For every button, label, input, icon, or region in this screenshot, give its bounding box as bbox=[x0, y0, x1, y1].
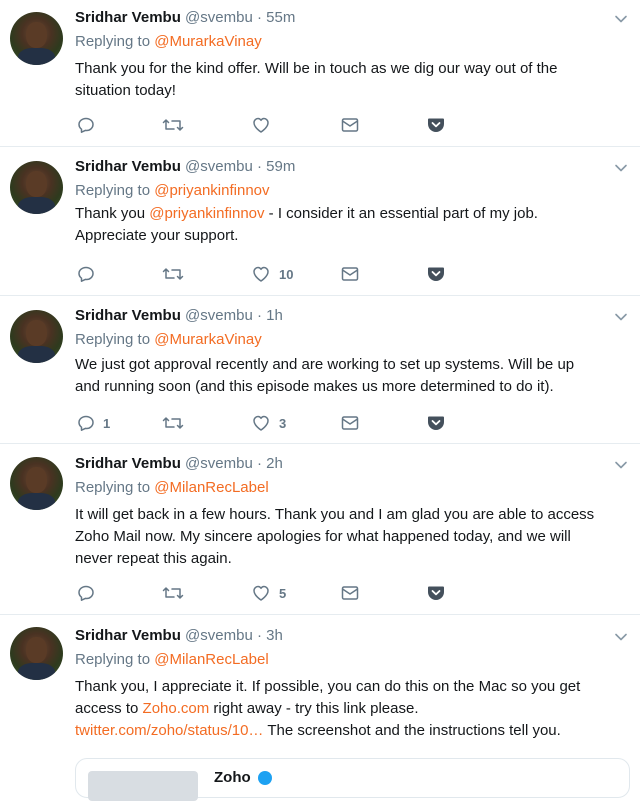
tweet-actions bbox=[75, 412, 475, 434]
chevron-down-icon[interactable] bbox=[614, 630, 628, 644]
chevron-down-icon[interactable] bbox=[614, 161, 628, 175]
replying-prefix: Replying to bbox=[75, 182, 155, 199]
dm-icon bbox=[341, 266, 359, 282]
reply-button[interactable] bbox=[77, 114, 103, 136]
quoted-tweet-thumbnail bbox=[88, 771, 198, 801]
timestamp[interactable]: 1h bbox=[266, 307, 283, 324]
timestamp[interactable]: 59m bbox=[266, 158, 296, 175]
reply-icon bbox=[77, 116, 95, 134]
pocket-icon bbox=[427, 117, 445, 133]
tweet[interactable] bbox=[0, 0, 640, 147]
inline-mention[interactable]: @priyankinfinnov bbox=[149, 205, 265, 222]
retweet-button[interactable] bbox=[162, 412, 192, 434]
replying-mention[interactable]: @MurarkaVinay bbox=[154, 331, 262, 348]
tweet-header bbox=[75, 0, 600, 28]
avatar[interactable] bbox=[10, 12, 63, 65]
timestamp[interactable]: 55m bbox=[266, 9, 296, 26]
tweet-header bbox=[75, 147, 600, 177]
verified-badge-icon bbox=[258, 771, 272, 785]
quoted-tweet-card[interactable] bbox=[75, 758, 630, 798]
author-name[interactable]: Sridhar Vembu bbox=[75, 627, 181, 644]
replying-prefix: Replying to bbox=[75, 479, 155, 496]
tweet[interactable] bbox=[0, 147, 640, 296]
tweet-text bbox=[75, 676, 600, 742]
author-handle[interactable]: @svembu bbox=[185, 307, 253, 324]
replying-mention[interactable]: @MurarkaVinay bbox=[154, 33, 262, 50]
author-name[interactable]: Sridhar Vembu bbox=[75, 307, 181, 324]
separator-dot: · bbox=[256, 9, 262, 26]
tweet[interactable] bbox=[0, 444, 640, 615]
replying-to bbox=[75, 330, 600, 350]
like-count: 10 bbox=[279, 266, 294, 282]
replying-mention[interactable]: @MilanRecLabel bbox=[154, 651, 269, 668]
tweet-text: It will get back in a few hours. Thank you and I am glad you are able to access Zoho Mail now. My sincere apologies for what happened today, and we will never repeat this again. bbox=[75, 506, 595, 567]
tweet-text-part: Thank you bbox=[75, 205, 150, 222]
replying-to bbox=[75, 478, 600, 498]
tweet[interactable] bbox=[0, 615, 640, 777]
replying-mention[interactable]: @MilanRecLabel bbox=[154, 479, 269, 496]
retweet-button[interactable] bbox=[162, 582, 192, 604]
separator-dot: · bbox=[256, 627, 262, 644]
dm-icon bbox=[341, 415, 359, 431]
reply-button[interactable] bbox=[77, 412, 110, 434]
tweet-text-part: right away - try this link please. bbox=[209, 700, 419, 717]
like-button[interactable] bbox=[251, 263, 293, 285]
replying-to bbox=[75, 181, 600, 201]
pocket-icon bbox=[427, 415, 445, 431]
like-count: 3 bbox=[279, 415, 287, 431]
author-handle[interactable]: @svembu bbox=[185, 455, 253, 472]
like-icon bbox=[251, 116, 271, 134]
reply-icon bbox=[77, 414, 95, 432]
retweet-icon bbox=[162, 584, 184, 602]
separator-dot: · bbox=[256, 158, 262, 175]
chevron-down-icon[interactable] bbox=[614, 12, 628, 26]
like-button[interactable] bbox=[251, 582, 286, 604]
tweet-actions bbox=[75, 263, 475, 285]
like-button[interactable] bbox=[251, 114, 279, 136]
dm-button[interactable] bbox=[341, 412, 359, 434]
tweet-actions bbox=[75, 114, 475, 136]
like-icon bbox=[251, 414, 271, 432]
tweet-text-part: The screenshot and the instructions tell you. bbox=[263, 722, 561, 739]
tweet-text: We just got approval recently and are working to set up systems. Will be up and running soon (and this episode makes us more determined to do it). bbox=[75, 356, 575, 395]
avatar[interactable] bbox=[10, 161, 63, 214]
reply-icon bbox=[77, 584, 95, 602]
dm-icon bbox=[341, 585, 359, 601]
tweet-header bbox=[75, 444, 600, 474]
reply-button[interactable] bbox=[77, 582, 103, 604]
pocket-icon bbox=[427, 266, 445, 282]
author-name[interactable]: Sridhar Vembu bbox=[75, 455, 181, 472]
quoted-tweet-author: Zoho bbox=[214, 769, 251, 786]
separator-dot: · bbox=[256, 455, 262, 472]
retweet-icon bbox=[162, 265, 184, 283]
dm-icon bbox=[341, 117, 359, 133]
like-icon bbox=[251, 265, 271, 283]
chevron-down-icon[interactable] bbox=[614, 310, 628, 324]
dm-button[interactable] bbox=[341, 114, 359, 136]
avatar[interactable] bbox=[10, 310, 63, 363]
avatar[interactable] bbox=[10, 457, 63, 510]
like-icon bbox=[251, 584, 271, 602]
reply-icon bbox=[77, 265, 95, 283]
tweet-text-part: - I consider it an essential part of my job. Appreciate your support. bbox=[75, 205, 538, 244]
author-name[interactable]: Sridhar Vembu bbox=[75, 158, 181, 175]
dm-button[interactable] bbox=[341, 263, 359, 285]
like-button[interactable] bbox=[251, 412, 286, 434]
dm-button[interactable] bbox=[341, 582, 359, 604]
replying-to bbox=[75, 650, 600, 670]
retweet-button[interactable] bbox=[162, 114, 192, 136]
replying-prefix: Replying to bbox=[75, 33, 155, 50]
tweet-text bbox=[75, 203, 600, 247]
author-name[interactable]: Sridhar Vembu bbox=[75, 9, 181, 26]
tweet-actions bbox=[75, 582, 475, 604]
pocket-icon bbox=[427, 585, 445, 601]
retweet-icon bbox=[162, 414, 184, 432]
tweet-header bbox=[75, 615, 600, 646]
reply-count: 1 bbox=[103, 415, 111, 431]
replying-prefix: Replying to bbox=[75, 331, 155, 348]
replying-prefix: Replying to bbox=[75, 651, 155, 668]
like-count: 5 bbox=[279, 585, 287, 601]
pocket-button[interactable] bbox=[427, 263, 445, 285]
inline-link[interactable]: Zoho.com bbox=[142, 700, 210, 717]
author-handle[interactable]: @svembu bbox=[185, 158, 253, 175]
author-handle[interactable]: @svembu bbox=[185, 627, 253, 644]
replying-to bbox=[75, 32, 600, 52]
tweet-header bbox=[75, 296, 600, 326]
pocket-button[interactable] bbox=[427, 412, 445, 434]
pocket-button[interactable] bbox=[427, 582, 445, 604]
author-handle[interactable]: @svembu bbox=[185, 9, 253, 26]
pocket-button[interactable] bbox=[427, 114, 445, 136]
tweet-text: Thank you for the kind offer. Will be in touch as we dig our way out of the situation today! bbox=[75, 60, 558, 99]
retweet-button[interactable] bbox=[162, 263, 192, 285]
avatar[interactable] bbox=[10, 627, 63, 680]
inline-link[interactable]: twitter.com/zoho/status/10… bbox=[75, 722, 264, 739]
tweet[interactable] bbox=[0, 296, 640, 444]
reply-button[interactable] bbox=[77, 263, 103, 285]
timestamp[interactable]: 3h bbox=[266, 627, 283, 644]
replying-mention[interactable]: @priyankinfinnov bbox=[154, 182, 270, 199]
timestamp[interactable]: 2h bbox=[266, 455, 283, 472]
retweet-icon bbox=[162, 116, 184, 134]
separator-dot: · bbox=[256, 307, 262, 324]
tweet-text-part: Thank you, I appreciate it. If possible, you can do this on the Mac so you get access to bbox=[75, 678, 581, 717]
chevron-down-icon[interactable] bbox=[614, 458, 628, 472]
